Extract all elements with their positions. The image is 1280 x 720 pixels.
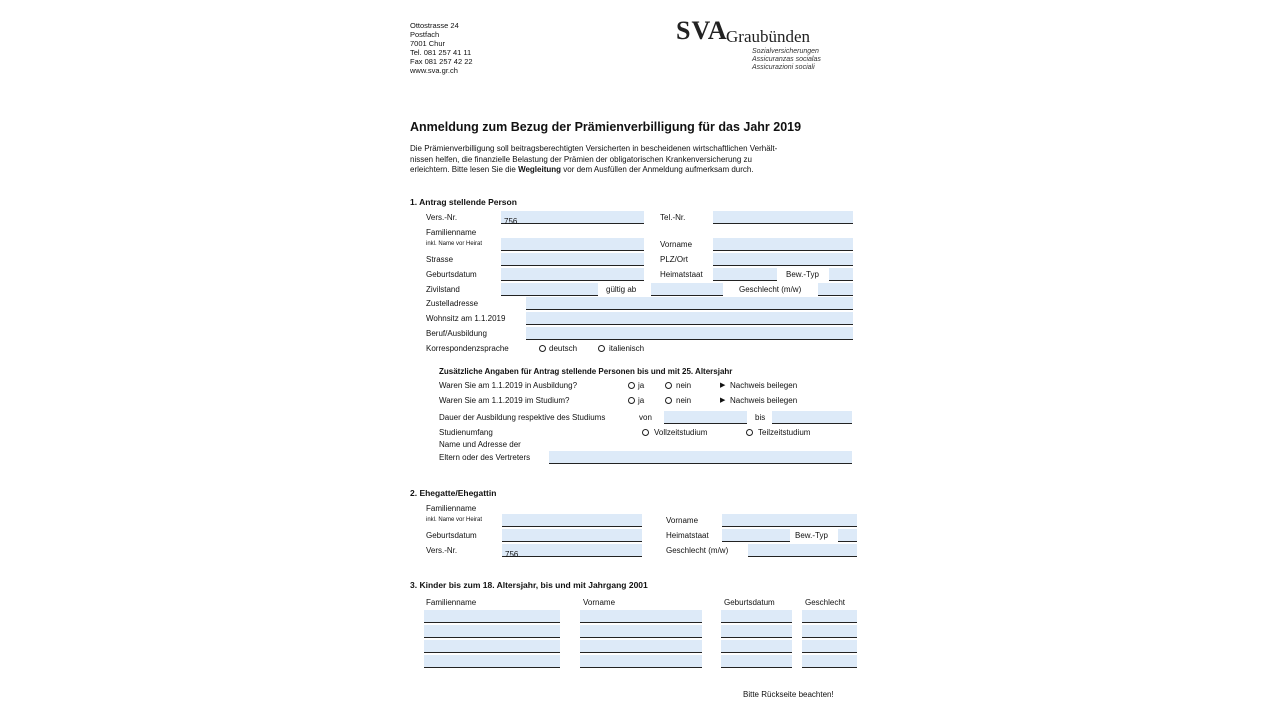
intro-line: nissen helfen, die finanzielle Belastung der Prämien der obligatorischen Krankenversicherung zu	[410, 154, 752, 164]
label-vers-nr: Vers.-Nr.	[426, 546, 458, 555]
tel-nr-field[interactable]	[713, 211, 853, 224]
logo-subtitle: Sozialversicherungen	[752, 48, 819, 55]
radio-ausbildung-ja[interactable]	[628, 382, 635, 389]
spouse-vers-nr-field[interactable]	[502, 544, 642, 557]
zustelladresse-field[interactable]	[526, 297, 853, 310]
label-geburtsdatum: Geburtsdatum	[426, 531, 477, 540]
label-nein: nein	[676, 381, 692, 390]
geschlecht-field[interactable]	[818, 283, 853, 296]
label-von: von	[639, 413, 652, 422]
spouse-vorname-field[interactable]	[722, 514, 857, 527]
section3-title: 3. Kinder bis zum 18. Altersjahr, bis und mit Jahrgang 2001	[410, 580, 648, 590]
label-q-ausbildung: Waren Sie am 1.1.2019 in Ausbildung?	[439, 381, 578, 390]
address-line: 7001 Chur	[410, 39, 446, 48]
label-deutsch: deutsch	[549, 344, 578, 353]
logo-subtitles	[752, 48, 821, 72]
additional-title: Zusätzliche Angaben für Antrag stellende Personen bis und mit 25. Altersjahr	[439, 367, 733, 376]
radio-studium-ja[interactable]	[628, 397, 635, 404]
label-strasse: Strasse	[426, 255, 454, 264]
wohnsitz-field[interactable]	[526, 312, 853, 325]
beruf-field[interactable]	[526, 327, 853, 340]
child-vorname-field[interactable]	[580, 640, 702, 653]
label-geschlecht: Geschlecht (m/w)	[666, 546, 729, 555]
child-familienname-field[interactable]	[424, 640, 560, 653]
radio-ausbildung-nein[interactable]	[665, 382, 672, 389]
logo-subtitle: Assicurazioni sociali	[752, 64, 815, 71]
label-nachweis: Nachweis beilegen	[730, 381, 798, 390]
address-line: www.sva.gr.ch	[410, 66, 458, 75]
label-ja: ja	[638, 381, 645, 390]
label-familienname: Familienname	[426, 228, 477, 237]
intro-line: Die Prämienverbilligung soll beitragsberechtigten Versicherten in bescheidenen wirtschaftlichen Verhält-	[410, 144, 778, 153]
label-gueltig-ab: gültig ab	[606, 285, 637, 294]
child-geburtsdatum-field[interactable]	[721, 640, 792, 653]
radio-italienisch[interactable]	[598, 345, 605, 352]
vers-nr-prefix: 756.	[505, 550, 521, 559]
logo-brand: SVA	[676, 16, 728, 45]
logo-region: Graubünden	[726, 27, 811, 46]
spouse-geburtsdatum-field[interactable]	[502, 529, 642, 542]
zivilstand-field[interactable]	[501, 283, 598, 296]
radio-teilzeit[interactable]	[746, 429, 753, 436]
radio-deutsch[interactable]	[539, 345, 546, 352]
label-vollzeit: Vollzeitstudium	[654, 428, 708, 437]
logo-subtitle: Assicuranzas socialas	[752, 56, 821, 63]
section1-title: 1. Antrag stellende Person	[410, 197, 517, 207]
dauer-bis-field[interactable]	[772, 411, 852, 424]
label-wohnsitz: Wohnsitz am 1.1.2019	[426, 314, 506, 323]
child-geschlecht-field[interactable]	[802, 640, 857, 653]
label-geschlecht: Geschlecht (m/w)	[739, 285, 802, 294]
spouse-bew-typ-field[interactable]	[838, 529, 857, 542]
label-teilzeit: Teilzeitstudium	[758, 428, 811, 437]
radio-studium-nein[interactable]	[665, 397, 672, 404]
geburtsdatum-field[interactable]	[501, 268, 644, 281]
sender-address	[410, 21, 473, 75]
child-familienname-field[interactable]	[424, 610, 560, 623]
section2-title: 2. Ehegatte/Ehegattin	[410, 488, 497, 498]
footer-note: Bitte Rückseite beachten!	[743, 690, 834, 699]
label-ja: ja	[638, 396, 645, 405]
vers-nr-prefix: 756.	[504, 217, 520, 226]
label-korrespondenz: Korrespondenzsprache	[426, 344, 509, 353]
address-line: Postfach	[410, 30, 440, 39]
radio-vollzeit[interactable]	[642, 429, 649, 436]
intro-text	[410, 144, 777, 176]
child-familienname-field[interactable]	[424, 625, 560, 638]
child-geburtsdatum-field[interactable]	[721, 655, 792, 668]
label-inkl-name: inkl. Name vor Heirat	[426, 517, 483, 523]
label-bew-typ: Bew.-Typ	[795, 531, 828, 540]
vers-nr-field[interactable]	[501, 211, 644, 224]
intro-text-part: vor dem Ausfüllen der Anmeldung aufmerksam durch.	[561, 165, 754, 174]
address-line: Tel. 081 257 41 11	[410, 48, 472, 57]
child-geschlecht-field[interactable]	[802, 625, 857, 638]
label-zivilstand: Zivilstand	[426, 285, 460, 294]
child-geburtsdatum-field[interactable]	[721, 610, 792, 623]
child-vorname-field[interactable]	[580, 610, 702, 623]
plz-ort-field[interactable]	[713, 253, 853, 266]
dauer-von-field[interactable]	[664, 411, 747, 424]
eltern-field[interactable]	[549, 451, 852, 464]
column-header-familienname: Familienname	[426, 598, 477, 607]
label-heimatstaat: Heimatstaat	[666, 531, 709, 540]
label-vorname: Vorname	[666, 516, 699, 525]
arrow-right-icon: ▶	[720, 382, 726, 389]
label-bew-typ: Bew.-Typ	[786, 270, 819, 279]
label-q-studium: Waren Sie am 1.1.2019 im Studium?	[439, 396, 570, 405]
label-heimatstaat: Heimatstaat	[660, 270, 703, 279]
label-dauer: Dauer der Ausbildung respektive des Studiums	[439, 413, 606, 422]
arrow-right-icon: ▶	[720, 397, 726, 404]
label-eltern: Eltern oder des Vertreters	[439, 453, 531, 462]
vorname-field[interactable]	[713, 238, 853, 251]
label-vorname: Vorname	[660, 240, 693, 249]
gueltig-ab-field[interactable]	[651, 283, 723, 296]
label-vers-nr: Vers.-Nr.	[426, 213, 458, 222]
column-header-geschlecht: Geschlecht	[805, 598, 846, 607]
child-geburtsdatum-field[interactable]	[721, 625, 792, 638]
bew-typ-field[interactable]	[829, 268, 853, 281]
label-italienisch: italienisch	[609, 344, 645, 353]
child-geschlecht-field[interactable]	[802, 655, 857, 668]
column-header-geburtsdatum: Geburtsdatum	[724, 598, 775, 607]
label-geburtsdatum: Geburtsdatum	[426, 270, 477, 279]
child-vorname-field[interactable]	[580, 655, 702, 668]
familienname-field[interactable]	[501, 238, 644, 251]
column-header-vorname: Vorname	[583, 598, 616, 607]
label-studienumfang: Studienumfang	[439, 428, 493, 437]
label-inkl-name: inkl. Name vor Heirat	[426, 241, 483, 247]
spouse-geschlecht-field[interactable]	[748, 544, 857, 557]
address-line: Fax 081 257 42 22	[410, 57, 473, 66]
intro-bold-wegleitung: Wegleitung	[518, 165, 562, 174]
label-zustelladresse: Zustelladresse	[426, 299, 479, 308]
label-bis: bis	[755, 413, 766, 422]
child-vorname-field[interactable]	[580, 625, 702, 638]
label-familienname: Familienname	[426, 504, 477, 513]
child-familienname-field[interactable]	[424, 655, 560, 668]
spouse-familienname-field[interactable]	[502, 514, 642, 527]
spouse-heimatstaat-field[interactable]	[722, 529, 790, 542]
label-tel-nr: Tel.-Nr.	[660, 213, 686, 222]
intro-text-part: erleichtern. Bitte lesen Sie die	[410, 165, 519, 174]
page-title: Anmeldung zum Bezug der Prämienverbilligung für das Jahr 2019	[410, 120, 802, 134]
strasse-field[interactable]	[501, 253, 644, 266]
label-beruf: Beruf/Ausbildung	[426, 329, 487, 338]
heimatstaat-field[interactable]	[713, 268, 777, 281]
label-nachweis: Nachweis beilegen	[730, 396, 798, 405]
intro-line	[410, 165, 777, 176]
child-geschlecht-field[interactable]	[802, 610, 857, 623]
address-line: Ottostrasse 24	[410, 21, 459, 30]
label-name-adresse: Name und Adresse der	[439, 440, 521, 449]
label-nein: nein	[676, 396, 692, 405]
label-plz-ort: PLZ/Ort	[660, 255, 689, 264]
